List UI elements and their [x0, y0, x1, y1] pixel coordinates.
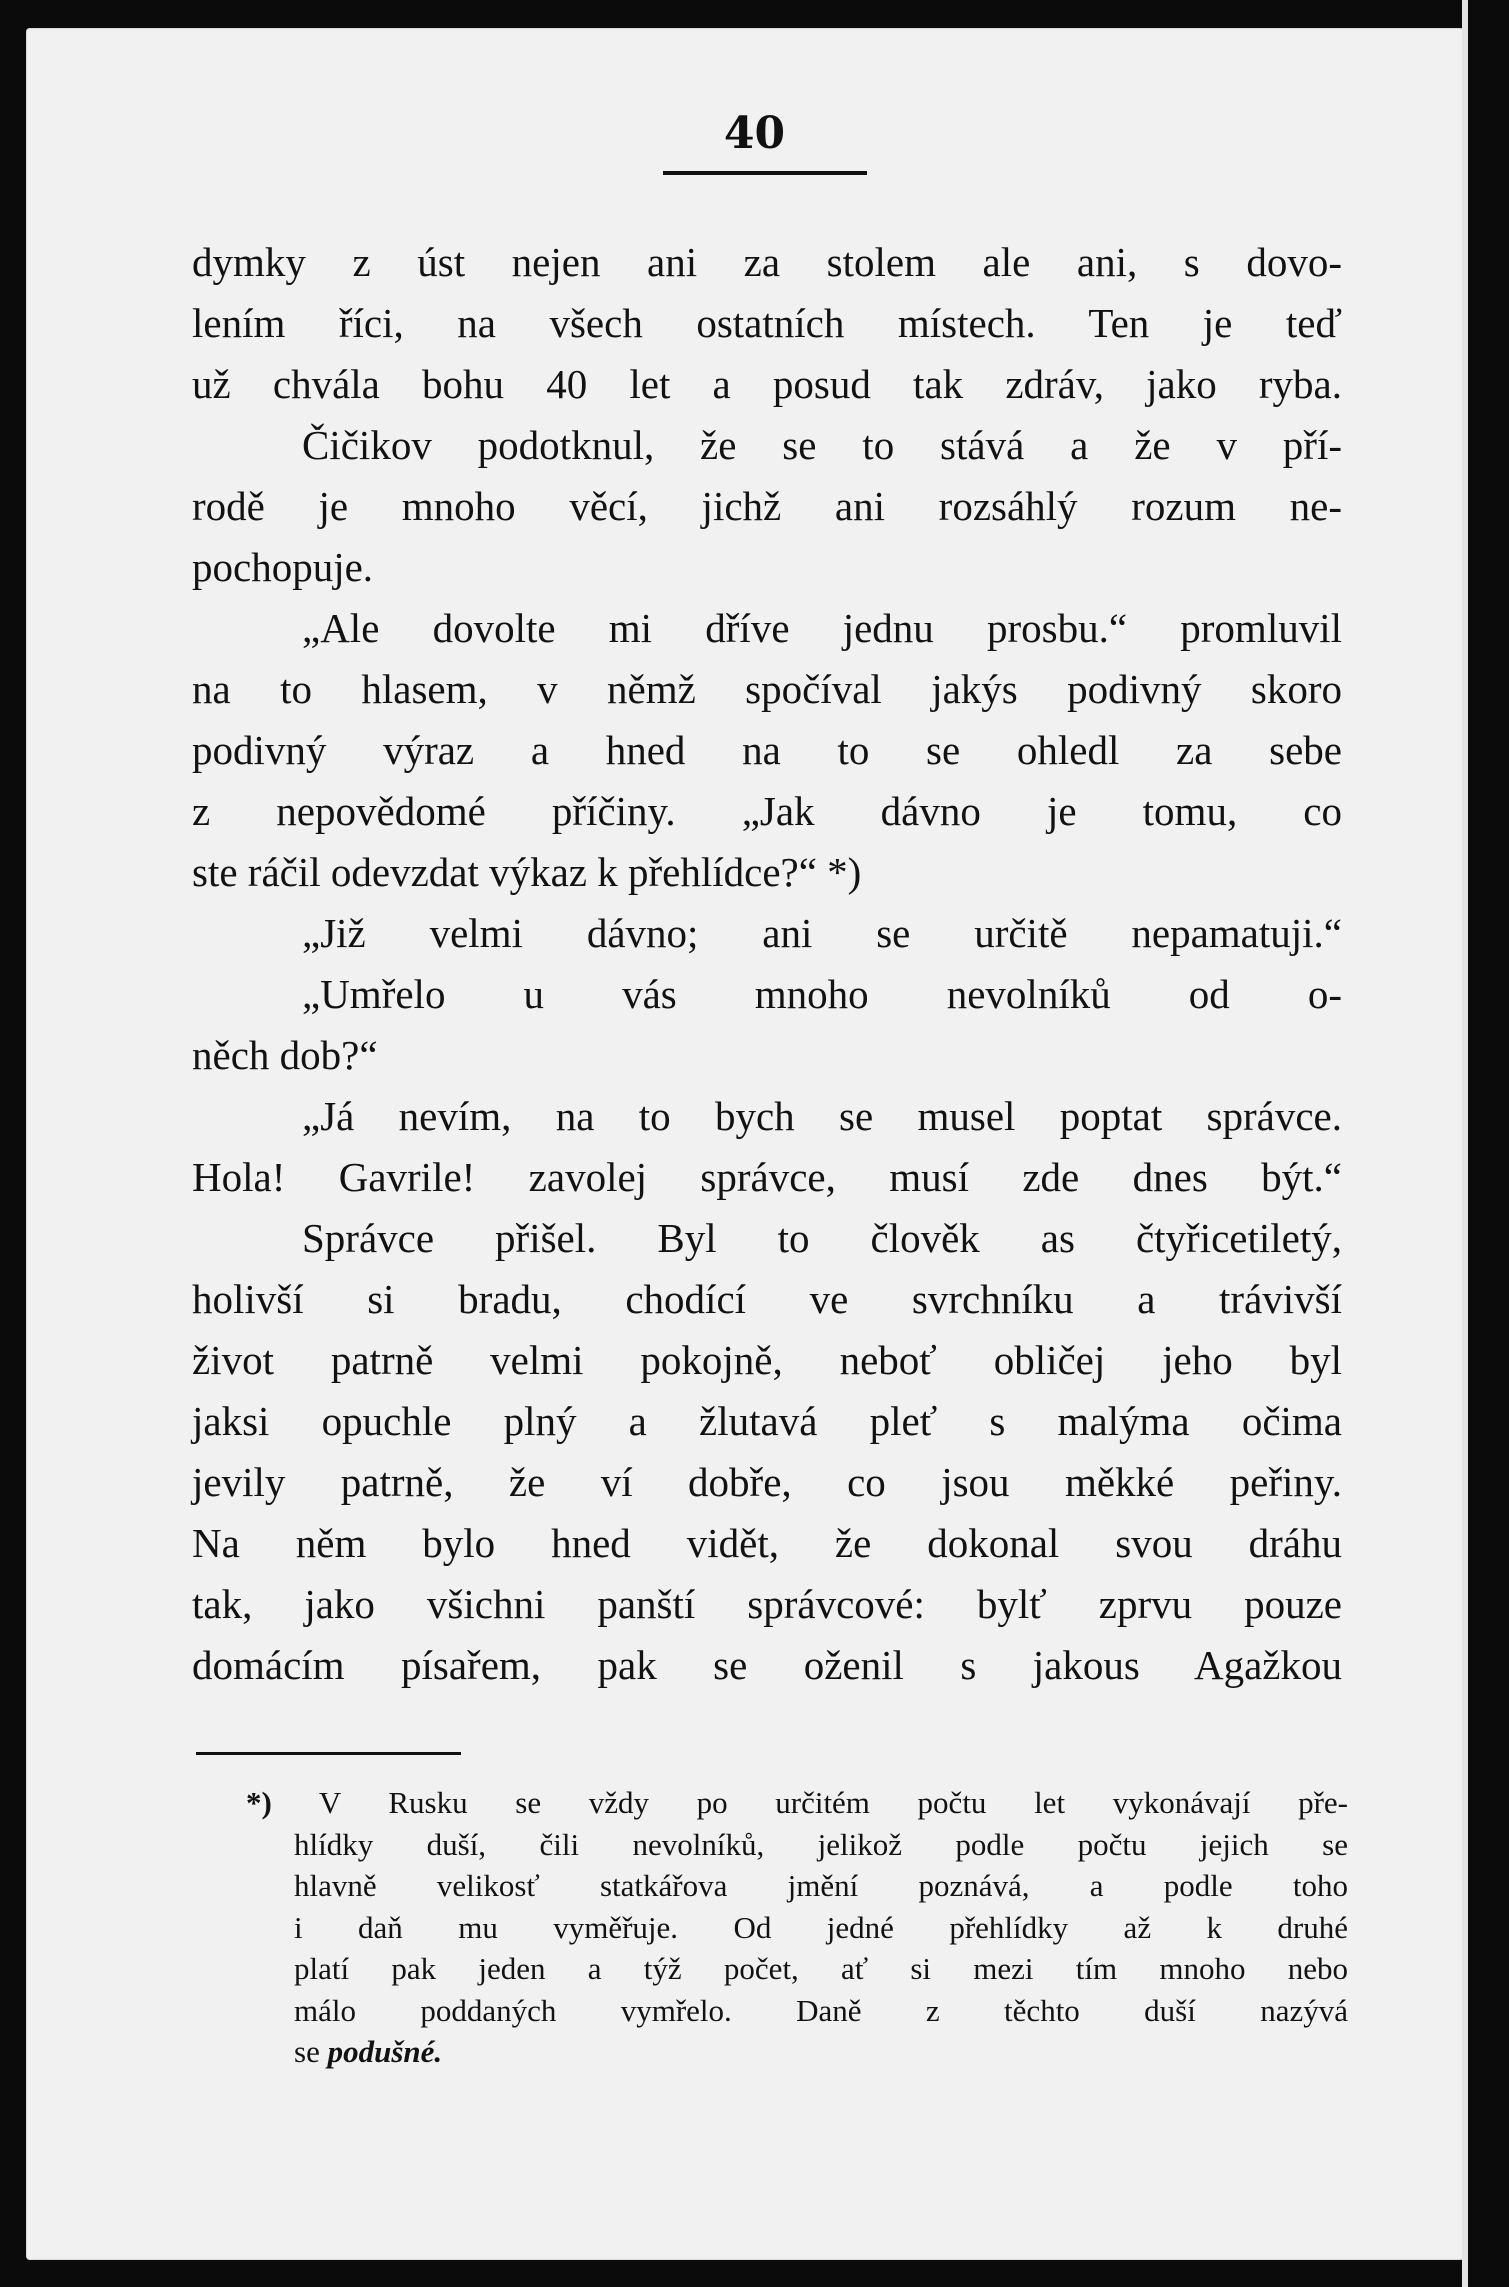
footnote-line: hlavně velikosť statkářova jmění poznává, a podle toho [294, 1868, 1348, 1903]
text-line: „Umřelo u vás mnoho nevolníků od o- [302, 971, 1342, 1017]
page-number-rule [663, 171, 867, 175]
footnote [246, 1782, 1348, 2073]
text-line: Hola! Gavrile! zavolej správce, musí zde dnes být.“ [192, 1154, 1342, 1200]
text-line: lením říci, na všech ostatních místech. Ten je teď [192, 300, 1342, 346]
text-line: jevily patrně, že ví dobře, co jsou měkké peřiny. [192, 1459, 1342, 1505]
text-line: pochopuje. [192, 544, 374, 590]
text-line: podivný výraz a hned na to se ohledl za sebe [192, 727, 1342, 773]
footnote-text: V Rusku se vždy po určitém počtu let vykonávají pře- [318, 1785, 1348, 1820]
text-line: něch dob?“ [192, 1032, 378, 1078]
footnote-line [246, 1782, 1348, 1824]
footnote-text: se [294, 2034, 320, 2069]
text-line: život patrně velmi pokojně, neboť obličej jeho byl [192, 1337, 1342, 1383]
footnote-line: i daň mu vyměřuje. Od jedné přehlídky až k druhé [294, 1909, 1348, 1945]
text-line: Správce přišel. Byl to člověk as čtyřicetiletý, [302, 1215, 1342, 1261]
footnote-rule [196, 1752, 461, 1755]
text-line: na to hlasem, v němž spočíval jakýs podivný skoro [192, 666, 1342, 712]
page-number: 40 [723, 108, 786, 159]
text-line: už chvála bohu 40 let a posud tak zdráv, jako ryba. [192, 361, 1342, 407]
text-line: „Již velmi dávno; ani se určitě nepamatuji.“ [302, 910, 1342, 956]
text-line: tak, jako všichni panští správcové: bylť zprvu pouze [192, 1581, 1342, 1627]
footnote-line [250, 2031, 1348, 2073]
footnote-line: platí pak jeden a týž počet, ať si mezi tím mnoho nebo [294, 1951, 1348, 1986]
text-line: z nepovědomé příčiny. „Jak dávno je tomu, co [192, 788, 1342, 834]
text-line: Čičikov podotknul, že se to stává a že v pří- [302, 422, 1342, 468]
text-line: ste ráčil odevzdat výkaz k přehlídce?“ *) [192, 849, 862, 895]
text-line: dymky z úst nejen ani za stolem ale ani, s dovo- [192, 239, 1342, 285]
footnote-marker: *) [246, 1785, 272, 1820]
text-line: Na něm bylo hned vidět, že dokonal svou dráhu [192, 1520, 1342, 1566]
footnote-term: podušné. [327, 2034, 443, 2069]
text-line: holivší si bradu, chodící ve svrchníku a trávivší [192, 1276, 1342, 1322]
footnote-line: hlídky duší, čili nevolníků, jelikož podle počtu jejich se [294, 1826, 1348, 1862]
body-text [192, 232, 1342, 1696]
text-line: domácím písařem, pak se oženil s jakous Agažkou [192, 1642, 1342, 1688]
text-line: jaksi opuchle plný a žlutavá pleť s malýma očima [192, 1398, 1342, 1444]
footnote-line: málo poddaných vymřelo. Daně z těchto duší nazývá [294, 1992, 1348, 2028]
text-line: rodě je mnoho věcí, jichž ani rozsáhlý rozum ne- [192, 483, 1342, 529]
page-edge [1462, 0, 1468, 2287]
text-line: „Já nevím, na to bych se musel poptat správce. [302, 1093, 1342, 1139]
text-line: „Ale dovolte mi dříve jednu prosbu.“ promluvil [302, 605, 1342, 651]
